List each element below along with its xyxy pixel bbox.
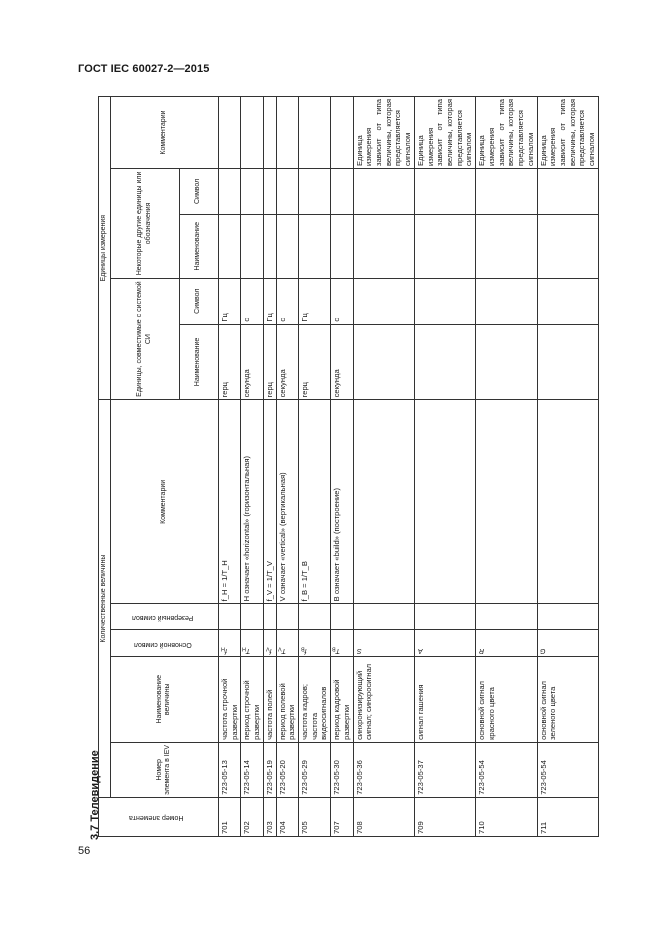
main-symbol-header: Основной символ <box>110 630 218 656</box>
reserve-symbol-cell <box>241 604 263 630</box>
quantity-name-cell: синхронизирующий сигнал; синхросигнал <box>353 656 414 742</box>
element-number-cell: 701 <box>218 797 240 836</box>
table-row <box>298 97 330 837</box>
quantity-comment-cell <box>537 400 598 604</box>
reserve-symbol-cell <box>476 604 537 630</box>
element-number-cell: 702 <box>241 797 263 836</box>
table-row <box>263 97 276 837</box>
si-unit-symbol-cell: с <box>276 278 298 324</box>
reserve-symbol-cell <box>276 604 298 630</box>
other-unit-name-cell <box>276 214 298 278</box>
quantity-comment-cell <box>476 400 537 604</box>
other-unit-name-cell <box>414 214 475 278</box>
other-units-header: Некоторые другие единицы или обозначения <box>110 169 179 279</box>
iev-number-cell: 723-05-13 <box>218 742 240 797</box>
iev-number-cell: 723-05-36 <box>353 742 414 797</box>
element-number-cell: 704 <box>276 797 298 836</box>
quantity-comment-cell: V означает «vertical» (вертикальная) <box>276 400 298 604</box>
table-row <box>218 97 240 837</box>
table-row <box>331 97 353 837</box>
iev-number-header: Номер элемента в IEV <box>110 742 218 797</box>
si-unit-symbol-cell: с <box>241 278 263 324</box>
reserve-symbol-cell <box>218 604 240 630</box>
iev-number-cell: 723-05-19 <box>263 742 276 797</box>
other-unit-symbol-cell <box>298 169 330 215</box>
si-unit-name-cell: герц <box>263 324 276 400</box>
main-symbol-cell: $T_H$ <box>241 630 263 656</box>
other-unit-symbol-cell <box>241 169 263 215</box>
main-symbol-cell: $T_V$ <box>276 630 298 656</box>
other-unit-name-cell <box>298 214 330 278</box>
iev-number-cell: 723-05-37 <box>414 742 475 797</box>
element-number-cell: 703 <box>263 797 276 836</box>
quantity-name-cell: частота полей <box>263 656 276 742</box>
si-compatible-header: Единицы, совместимые с системой СИ <box>110 278 179 400</box>
iev-number-cell: 723-05-30 <box>331 742 353 797</box>
si-unit-name-cell <box>537 324 598 400</box>
reserve-symbol-header: Резервный символ <box>110 604 218 630</box>
other-unit-symbol-header: Символ <box>179 169 218 215</box>
si-unit-symbol-header: Символ <box>179 278 218 324</box>
main-symbol-cell: G <box>537 630 598 656</box>
units-group-header: Единицы измерения <box>99 97 111 400</box>
si-unit-name-header: Наименование <box>179 324 218 400</box>
rotated-table-container <box>98 96 597 837</box>
reserve-symbol-cell <box>298 604 330 630</box>
si-unit-name-cell: секунда <box>276 324 298 400</box>
si-unit-symbol-cell: Гц <box>263 278 276 324</box>
element-number-cell: 710 <box>476 797 537 836</box>
quantity-name-cell: сигнал гашения <box>414 656 475 742</box>
quantity-comment-cell <box>353 400 414 604</box>
other-unit-name-cell <box>537 214 598 278</box>
si-unit-name-cell: герц <box>218 324 240 400</box>
quantity-name-cell: основной сигнал красного цвета <box>476 656 537 742</box>
quantity-name-cell: основной сигнал зеленого цвета <box>537 656 598 742</box>
unit-comment-cell: Единица измерения зависит от типа величины, которая представляется сигналом <box>537 97 598 169</box>
table-row <box>276 97 298 837</box>
document-header: ГОСТ IEC 60027-2—2015 <box>78 63 210 75</box>
reserve-symbol-cell <box>353 604 414 630</box>
si-unit-name-cell <box>353 324 414 400</box>
main-symbol-cell: $f_B$ <box>298 630 330 656</box>
section-title: 3.7 Телевидение <box>89 750 101 840</box>
other-unit-name-cell <box>331 214 353 278</box>
unit-comment-cell: Единица измерения зависит от типа величины, которая представляется сигналом <box>476 97 537 169</box>
iev-number-cell: 723-05-54 <box>537 742 598 797</box>
si-unit-symbol-cell: Гц <box>298 278 330 324</box>
quantity-name-cell: частота кадров; частота видеосигналов <box>298 656 330 742</box>
si-unit-name-cell: секунда <box>241 324 263 400</box>
unit-comment-cell: Единица измерения зависит от типа величины, которая представляется сигналом <box>414 97 475 169</box>
unit-comment-cell <box>241 97 263 169</box>
element-number-cell: 707 <box>331 797 353 836</box>
other-unit-symbol-cell <box>276 169 298 215</box>
si-unit-name-cell: секунда <box>331 324 353 400</box>
quantity-name-cell: период кадровой развертки <box>331 656 353 742</box>
reserve-symbol-cell <box>537 604 598 630</box>
quantity-comment-cell <box>414 400 475 604</box>
other-unit-name-header: Наименование <box>179 214 218 278</box>
si-unit-symbol-cell: с <box>331 278 353 324</box>
other-unit-symbol-cell <box>218 169 240 215</box>
reserve-symbol-cell <box>331 604 353 630</box>
quantity-comment-cell: H означает «horizontal» (горизонтальная) <box>241 400 263 604</box>
iev-number-cell: 723-05-14 <box>241 742 263 797</box>
element-number-header: Номер элемента <box>99 797 219 836</box>
si-unit-symbol-cell <box>537 278 598 324</box>
reserve-symbol-cell <box>263 604 276 630</box>
si-unit-symbol-cell <box>414 278 475 324</box>
element-number-cell: 705 <box>298 797 330 836</box>
other-unit-symbol-cell <box>263 169 276 215</box>
iev-number-cell: 723-05-54 <box>476 742 537 797</box>
main-symbol-cell: A <box>414 630 475 656</box>
main-symbol-cell: $f_V$ <box>263 630 276 656</box>
other-unit-symbol-cell <box>331 169 353 215</box>
quantity-name-cell: частота строчной развертки <box>218 656 240 742</box>
element-number-cell: 708 <box>353 797 414 836</box>
unit-comment-cell: Единица измерения зависит от типа величины, которая представляется сигналом <box>353 97 414 169</box>
unit-comment-cell <box>263 97 276 169</box>
element-number-cell: 709 <box>414 797 475 836</box>
quantities-group-header: Количественные величины <box>99 400 111 797</box>
quantity-comment-cell: f_V = 1/T_V <box>263 400 276 604</box>
unit-comment-cell <box>298 97 330 169</box>
table-row <box>476 97 537 837</box>
unit-comment-cell <box>218 97 240 169</box>
quantity-comments-header: Комментарии <box>110 400 218 604</box>
other-unit-name-cell <box>241 214 263 278</box>
main-symbol-cell: $f_H$ <box>218 630 240 656</box>
other-unit-name-cell <box>263 214 276 278</box>
iev-number-cell: 723-05-29 <box>298 742 330 797</box>
other-unit-symbol-cell <box>414 169 475 215</box>
main-symbol-cell: $T_B$ <box>331 630 353 656</box>
other-unit-symbol-cell <box>537 169 598 215</box>
quantity-name-header: Наименование величины <box>110 656 218 742</box>
table-row <box>414 97 475 837</box>
reserve-symbol-cell <box>414 604 475 630</box>
si-unit-symbol-cell: Гц <box>218 278 240 324</box>
main-symbol-cell: S <box>353 630 414 656</box>
unit-comment-cell <box>331 97 353 169</box>
other-unit-name-cell <box>353 214 414 278</box>
table-row <box>353 97 414 837</box>
other-unit-name-cell <box>476 214 537 278</box>
si-unit-symbol-cell <box>353 278 414 324</box>
quantity-name-cell: период полевой развертки <box>276 656 298 742</box>
quantity-comment-cell: f_B = 1/T_B <box>298 400 330 604</box>
unit-comment-cell <box>276 97 298 169</box>
table-row <box>537 97 598 837</box>
page-number: 56 <box>78 845 91 857</box>
other-unit-name-cell <box>218 214 240 278</box>
quantity-comment-cell: f_H = 1/T_H <box>218 400 240 604</box>
main-symbol-cell: R <box>476 630 537 656</box>
si-unit-name-cell <box>476 324 537 400</box>
quantity-name-cell: период строчной развертки <box>241 656 263 742</box>
iev-number-cell: 723-05-20 <box>276 742 298 797</box>
other-unit-symbol-cell <box>476 169 537 215</box>
quantity-comment-cell: B означает «build» (построение) <box>331 400 353 604</box>
si-unit-name-cell <box>414 324 475 400</box>
other-unit-symbol-cell <box>353 169 414 215</box>
television-quantities-table <box>98 96 599 837</box>
si-unit-name-cell: герц <box>298 324 330 400</box>
table-row <box>241 97 263 837</box>
si-unit-symbol-cell <box>476 278 537 324</box>
unit-comments-header: Комментарии <box>110 97 218 169</box>
element-number-cell: 711 <box>537 797 598 836</box>
